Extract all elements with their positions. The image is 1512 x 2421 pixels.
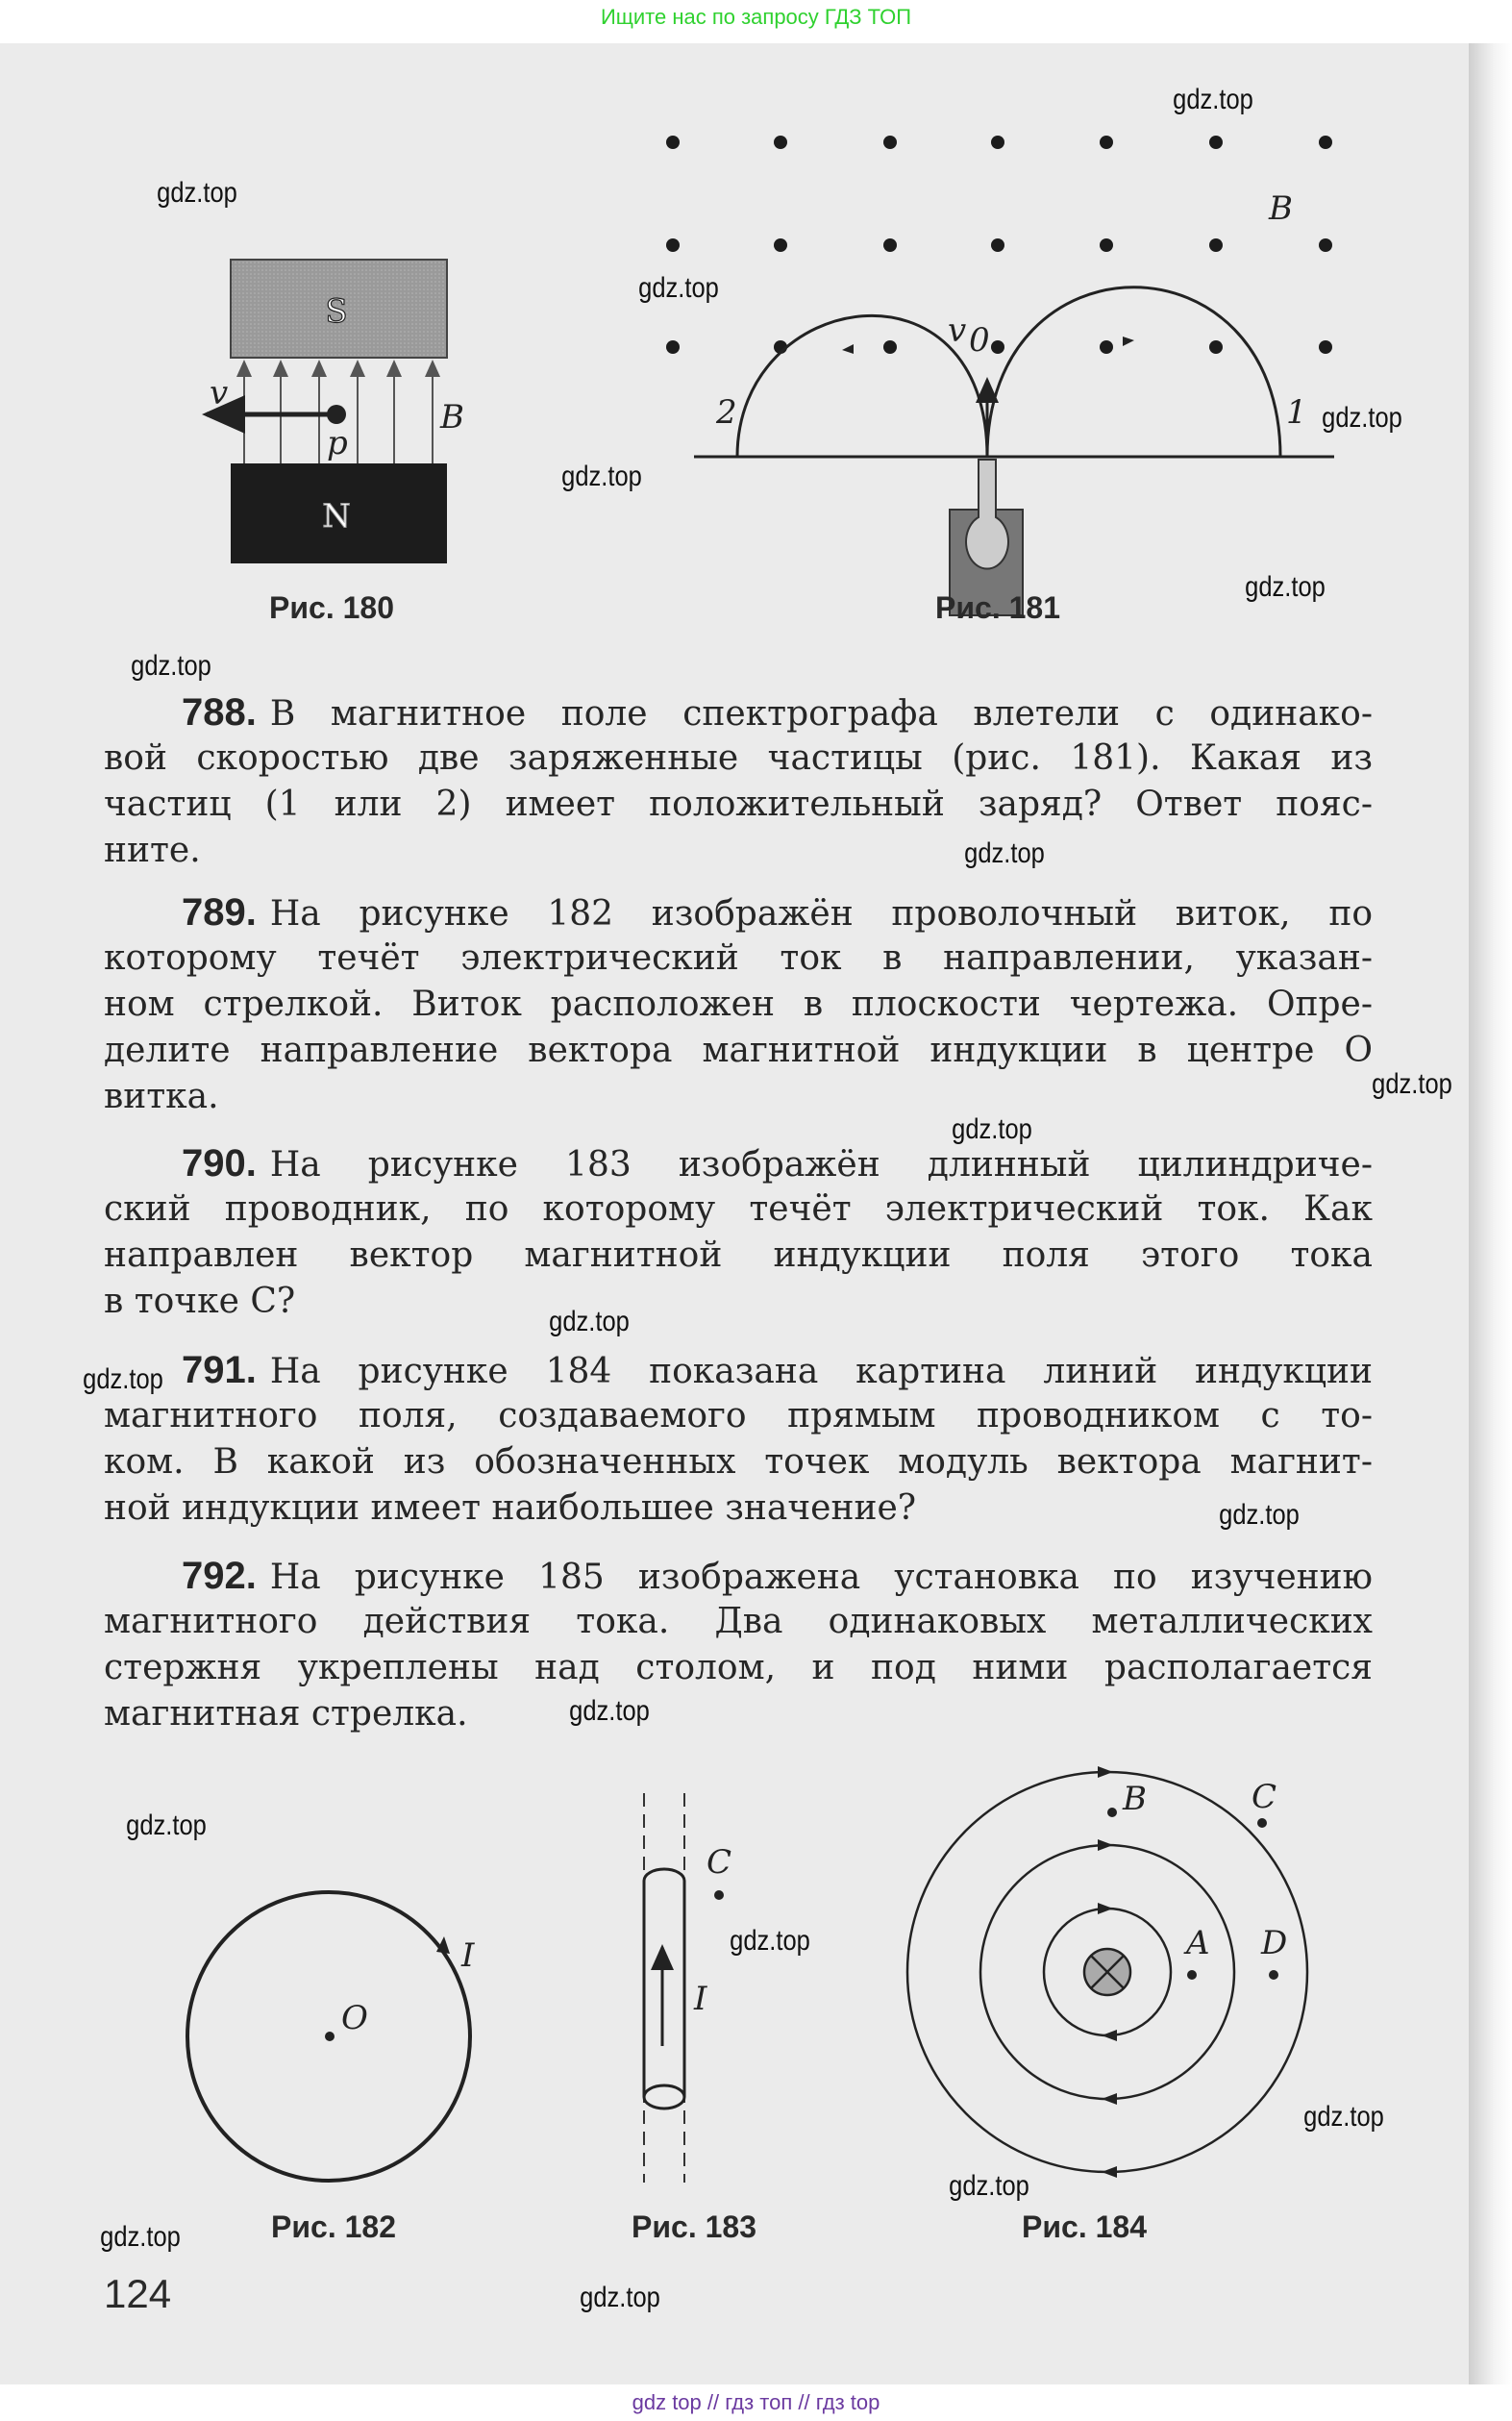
track-1-label: 1 <box>1286 393 1307 432</box>
figure-182-loop <box>187 1892 475 2181</box>
search-banner[interactable]: Ищите нас по запросу ГДЗ ТОП <box>0 0 1512 43</box>
south-label: S <box>325 292 348 331</box>
watermark: gdz.top <box>131 650 211 682</box>
o-label: O <box>341 1999 368 2037</box>
problem-number: 791. <box>182 1349 257 1391</box>
problem-number: 788. <box>182 691 257 734</box>
watermark: gdz.top <box>157 177 237 209</box>
p-label: p <box>327 424 348 462</box>
watermark: gdz.top <box>1372 1068 1452 1100</box>
b-label: B <box>1269 189 1293 228</box>
page-number: 124 <box>104 2271 172 2316</box>
problem-number: 792. <box>182 1555 257 1597</box>
north-label: N <box>322 497 351 536</box>
watermark: gdz.top <box>569 1695 650 1727</box>
watermark: gdz.top <box>949 2170 1029 2202</box>
figure-181-caption: Рис. 181 <box>935 590 1060 625</box>
footer-links[interactable]: gdz top // гдз топ // гдз top <box>0 2384 1512 2421</box>
proton-dot <box>327 405 346 424</box>
watermark: gdz.top <box>83 1363 163 1395</box>
problem-number: 789. <box>182 891 257 934</box>
figure-183-caption: Рис. 183 <box>632 2209 756 2244</box>
figure-180-magnet <box>207 260 464 563</box>
watermark: gdz.top <box>1219 1499 1300 1531</box>
watermark: gdz.top <box>580 2282 660 2313</box>
c-label: C <box>1252 1778 1277 1816</box>
problem-792: 792. На рисунке 185 изображена установка по изучению магнитного действия тока. Два одинаковых металлических стержня укреплены над столом, и под ними располагается магнитная стрелка. <box>104 1555 1373 1734</box>
point-c <box>714 1890 724 1900</box>
watermark: gdz.top <box>964 837 1045 869</box>
i-label: I <box>694 1980 707 2018</box>
v-label: v <box>210 374 229 412</box>
d-label: D <box>1261 1924 1288 1962</box>
watermark: gdz.top <box>1245 571 1326 603</box>
problem-789: 789. На рисунке 182 изображён проволочный виток, по которому течёт электрический ток в направлении, указан- ном стрелкой. Виток расположен в плоскости чертежа. Опре- делите направление вектора магнитной индукции в центре O витка. <box>104 891 1373 1116</box>
watermark: gdz.top <box>126 1810 207 1841</box>
figure-183-conductor <box>644 1793 731 2183</box>
watermark: gdz.top <box>952 1113 1032 1145</box>
i-label: I <box>461 1936 475 1975</box>
problem-790: 790. На рисунке 183 изображён длинный цилиндриче- ский проводник, по которому течёт электрический ток. Как направлен вектор магнитной индукции поля этого тока в точке C? <box>104 1142 1373 1321</box>
v0-label: v <box>948 312 967 350</box>
v0-subscript: 0 <box>969 321 990 360</box>
track-1 <box>987 287 1280 457</box>
figure-184-field-lines <box>907 1766 1307 2178</box>
watermark: gdz.top <box>549 1306 630 1337</box>
watermark: gdz.top <box>100 2221 181 2253</box>
problem-number: 790. <box>182 1142 257 1185</box>
a-label: A <box>1186 1924 1210 1962</box>
center-dot <box>325 2032 335 2041</box>
c-label: C <box>706 1843 732 1882</box>
figure-182-caption: Рис. 182 <box>271 2209 396 2244</box>
watermark: gdz.top <box>1322 402 1402 434</box>
watermark: gdz.top <box>1303 2101 1384 2133</box>
watermark: gdz.top <box>1173 84 1253 115</box>
b-label: B <box>440 398 464 437</box>
figure-180-caption: Рис. 180 <box>269 590 394 625</box>
field-dots <box>666 136 1332 354</box>
track-2-label: 2 <box>716 393 737 432</box>
problem-788: 788. В магнитное поле спектрографа влетели с одинако- вой скоростью две заряженные частицы (рис. 181). Какая из частиц (1 или 2) имеет положительный заряд? Ответ пояс- ните. <box>104 691 1373 870</box>
figure-181-spectrograph <box>666 136 1334 615</box>
problem-791: 791. На рисунке 184 показана картина линий индукции магнитного поля, создаваемого прямым проводником с то- ком. В какой из обозначенных точек модуль вектора магнит- ной индукции имеет наибольшее значение? <box>104 1349 1373 1528</box>
figure-184-caption: Рис. 184 <box>1022 2209 1147 2244</box>
watermark: gdz.top <box>561 461 642 492</box>
b-label: B <box>1123 1780 1147 1818</box>
watermark: gdz.top <box>638 272 719 304</box>
watermark: gdz.top <box>730 1925 810 1957</box>
